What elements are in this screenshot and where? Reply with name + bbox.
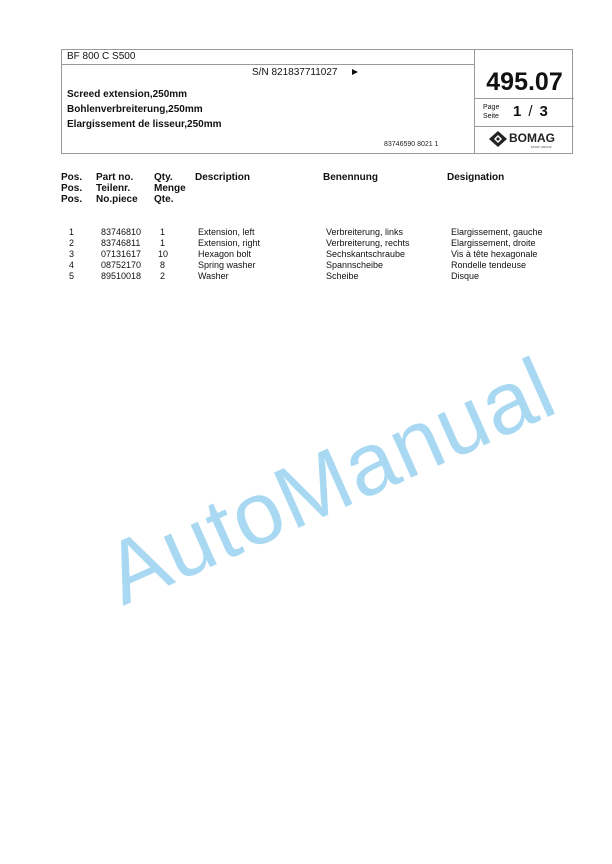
title-block bbox=[67, 87, 222, 132]
cell-description: Extension, right bbox=[198, 238, 261, 248]
cell-pos: 3 bbox=[69, 249, 75, 259]
bomag-logo-icon bbox=[489, 131, 507, 147]
cell-benennung: Verbreiterung, links bbox=[326, 227, 404, 237]
cell-qty: 1 bbox=[160, 238, 166, 248]
cell-designation: Vis à tête hexagonale bbox=[451, 249, 538, 259]
header-description: Description bbox=[195, 172, 251, 183]
page-label-en: Page bbox=[483, 104, 500, 111]
serial-number-row bbox=[252, 67, 358, 79]
page-total: 3 bbox=[539, 103, 549, 120]
cell-qty: 1 bbox=[160, 227, 166, 237]
cell-pos: 2 bbox=[69, 238, 75, 248]
cell-benennung: Sechskantschraube bbox=[326, 249, 406, 259]
cell-part-no: 07131617 bbox=[101, 249, 142, 259]
cell-qty: 8 bbox=[160, 260, 166, 270]
cell-part-no: 83746810 bbox=[101, 227, 142, 237]
cell-part-no: 83746811 bbox=[101, 238, 141, 248]
cell-description: Spring washer bbox=[198, 260, 256, 270]
title-en: Screed extension,250mm bbox=[67, 89, 188, 100]
page-count bbox=[513, 103, 549, 121]
header-benennung: Benennung bbox=[323, 172, 378, 183]
page-info-column bbox=[474, 50, 573, 153]
watermark: AutoManual bbox=[90, 337, 569, 624]
title-fr: Elargissement de lisseur,250mm bbox=[67, 119, 222, 130]
cell-designation: Elargissement, droite bbox=[451, 238, 536, 248]
document-code: 83746590 8021 1 bbox=[384, 141, 439, 148]
page-separator: / bbox=[528, 103, 534, 120]
play-arrow-icon[interactable] bbox=[352, 69, 358, 75]
cell-description: Hexagon bolt bbox=[198, 249, 252, 259]
cell-designation: Rondelle tendeuse bbox=[451, 260, 527, 270]
page-number: 495.07 bbox=[475, 65, 574, 99]
cell-pos: 1 bbox=[69, 227, 75, 237]
cell-qty: 10 bbox=[158, 249, 169, 259]
page-current: 1 bbox=[513, 103, 523, 120]
cell-part-no: 89510018 bbox=[101, 271, 142, 281]
cell-benennung: Spannscheibe bbox=[326, 260, 384, 270]
header-part-no: Part no. Teilenr. No.piece bbox=[96, 172, 138, 205]
page-divider bbox=[475, 126, 574, 127]
cell-description: Extension, left bbox=[198, 227, 255, 237]
logo-text: BOMAG bbox=[509, 131, 555, 145]
cell-designation: Disque bbox=[451, 271, 480, 281]
cell-qty: 2 bbox=[160, 271, 166, 281]
cell-pos: 4 bbox=[69, 260, 75, 270]
bomag-logo bbox=[489, 130, 569, 150]
page-label-de: Seite bbox=[483, 113, 499, 120]
cell-benennung: Verbreiterung, rechts bbox=[326, 238, 410, 248]
cell-part-no: 08752170 bbox=[101, 260, 142, 270]
cell-benennung: Scheibe bbox=[326, 271, 359, 281]
cell-description: Washer bbox=[198, 271, 229, 281]
title-de: Bohlenverbreiterung,250mm bbox=[67, 104, 203, 115]
page-labels bbox=[483, 103, 499, 121]
header-pos: Pos. Pos. Pos. bbox=[61, 172, 83, 205]
cell-designation: Elargissement, gauche bbox=[451, 227, 543, 237]
model-label: BF 800 C S500 bbox=[62, 50, 474, 65]
header-box bbox=[61, 49, 573, 154]
serial-number: S/N 821837711027 bbox=[252, 67, 338, 78]
header-designation: Designation bbox=[447, 172, 505, 183]
cell-pos: 5 bbox=[69, 271, 75, 281]
logo-subtext: FAYAT GROUP bbox=[531, 145, 552, 149]
header-qty: Qty. Menge Qte. bbox=[154, 172, 186, 205]
